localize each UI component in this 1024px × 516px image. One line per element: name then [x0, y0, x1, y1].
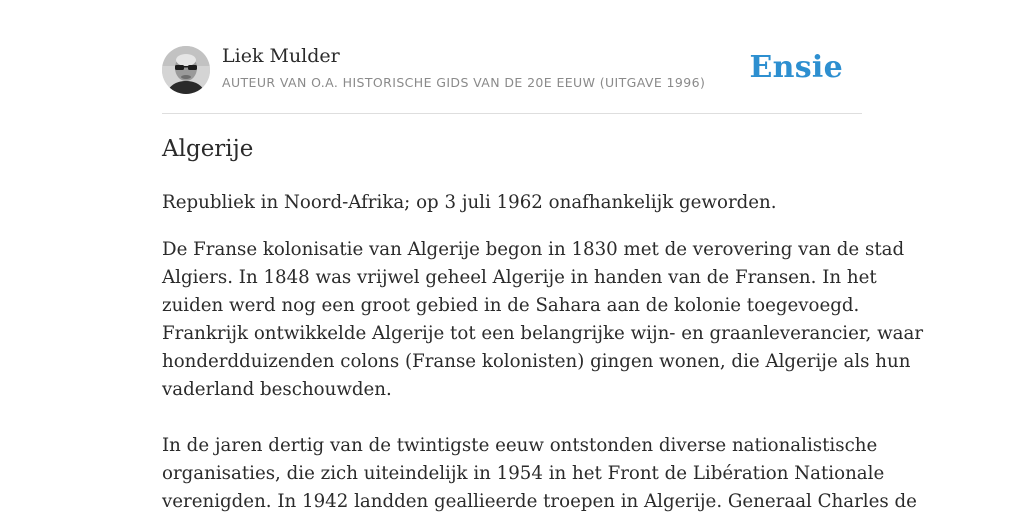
paragraph-line: De Franse kolonisatie van Algerije begon in 1830 met de verovering van de stad: [162, 239, 905, 260]
paragraph-line: verenigden. In 1942 landden geallieerde troepen in Algerije. Generaal Charles de: [162, 491, 917, 512]
author-avatar[interactable]: [162, 46, 210, 94]
author-name[interactable]: Liek Mulder: [222, 45, 340, 67]
paragraph-line: Algiers. In 1848 was vrijwel geheel Algerije in handen van de Fransen. In het: [162, 267, 877, 288]
author-portrait-icon: [162, 46, 210, 94]
paragraph-line: In de jaren dertig van de twintigste eeuw ontstonden diverse nationalistische: [162, 435, 878, 456]
paragraph-line: organisaties, die zich uiteindelijk in 1954 in het Front de Libération Nationale: [162, 463, 885, 484]
article-paragraph-2: [162, 432, 917, 516]
article-page: [162, 0, 924, 512]
article-intro: Republiek in Noord-Afrika; op 3 juli 1962 onafhankelijk geworden.: [162, 192, 777, 213]
article-title: Algerije: [162, 136, 254, 162]
author-header: [162, 0, 862, 114]
paragraph-line: zuiden werd nog een groot gebied in de Sahara aan de kolonie toegevoegd.: [162, 295, 860, 316]
ensie-logo[interactable]: Ensie: [749, 50, 843, 85]
paragraph-line: Frankrijk ontwikkelde Algerije tot een belangrijke wijn- en graanleverancier, waar: [162, 323, 924, 344]
paragraph-line: vaderland beschouwden.: [162, 379, 392, 400]
paragraph-line: honderdduizenden colons (Franse kolonisten) gingen wonen, die Algerije als hun: [162, 351, 911, 372]
article-paragraph-1: [162, 236, 923, 404]
author-description: AUTEUR VAN O.A. HISTORISCHE GIDS VAN DE 20E EEUW (UITGAVE 1996): [222, 75, 706, 90]
